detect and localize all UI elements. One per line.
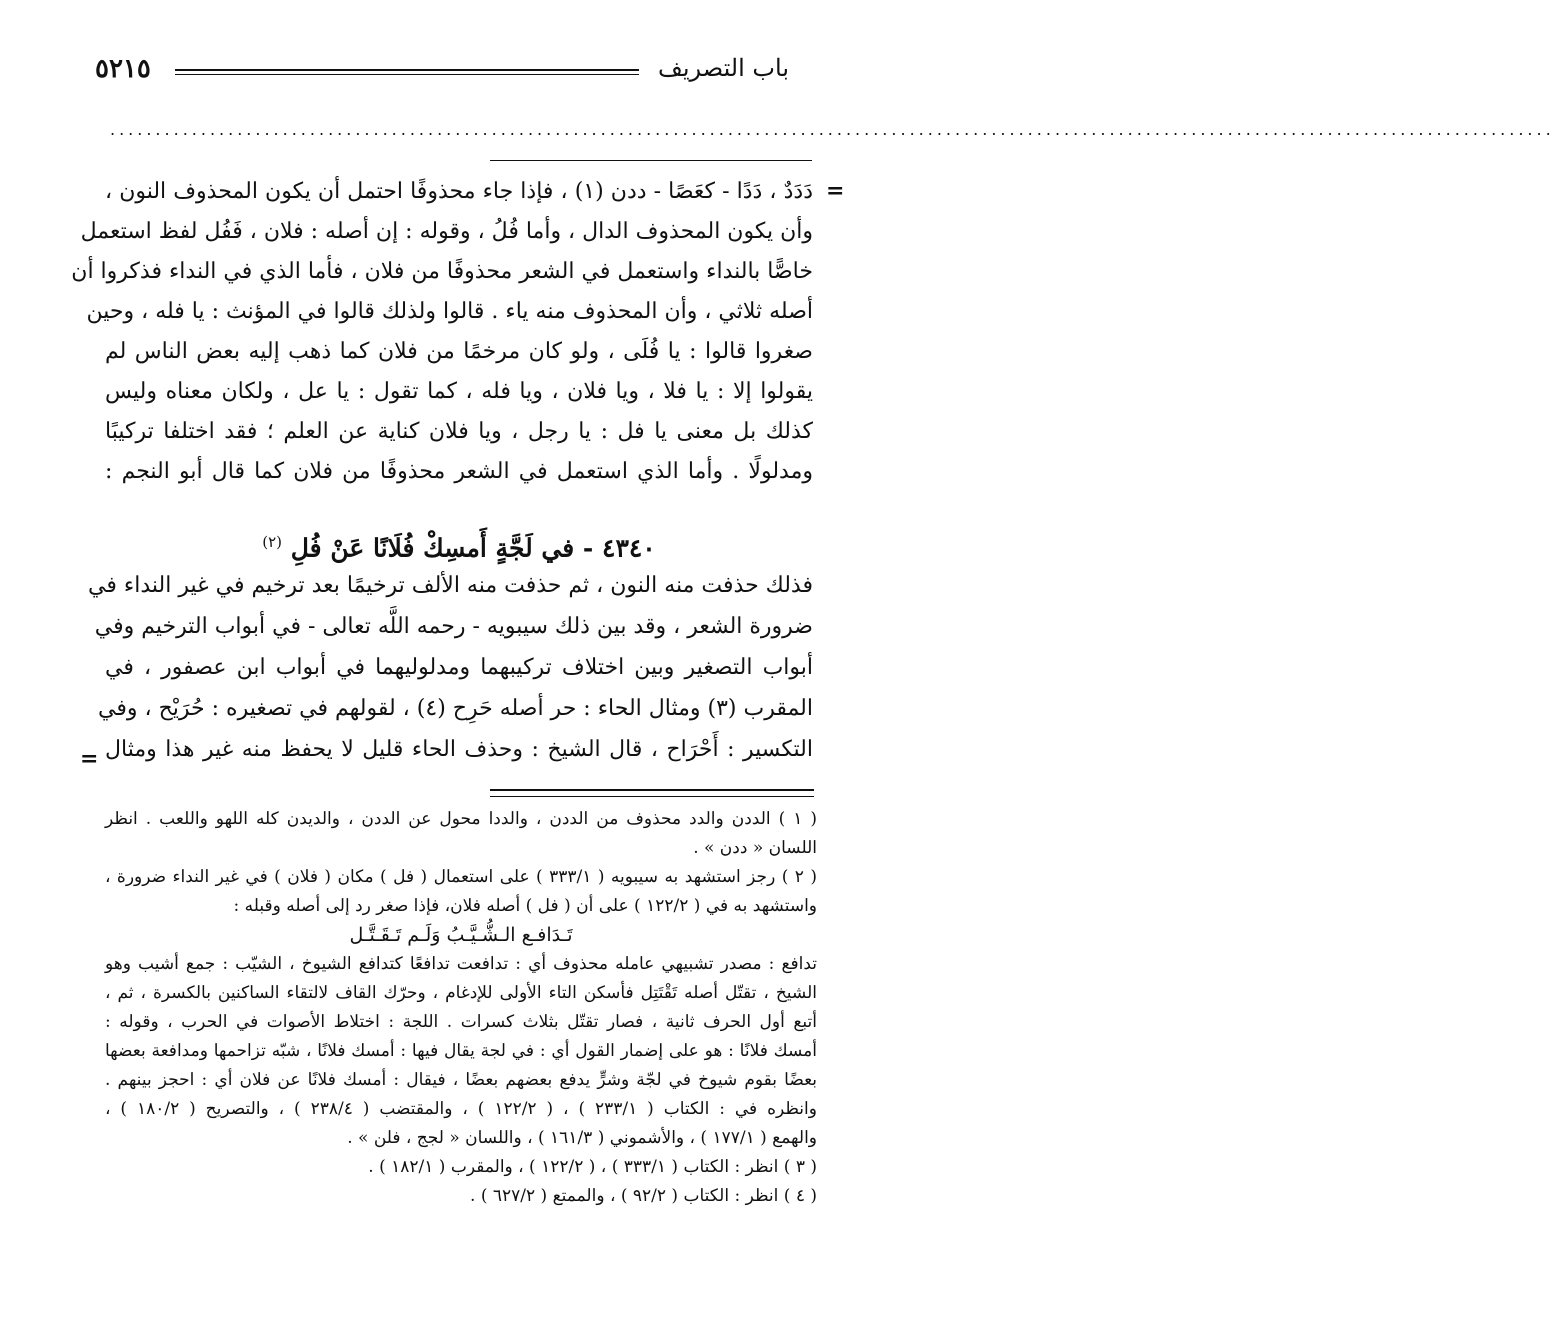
verse-line <box>105 522 813 568</box>
footnote-line: بعضًا بقوم شيوخ في لجّة وشرٍّ يدفع بعضهم بعضًا ، فيقال : أمسك فلانًا عن فلان أي : احجز بينهم . <box>105 1070 817 1090</box>
chapter-title: باب التصريف <box>657 54 789 82</box>
text-line: دَدَدٌ ، دَدًا - كعَصًا - ددن (١) ، فإذا جاء محذوفًا احتمل أن يكون المحذوف النون ، <box>105 179 813 204</box>
text-line: ضرورة الشعر ، وقد بين ذلك سيبويه - رحمه اللَّه تعالى - في أبواب الترخيم وفي <box>94 614 813 639</box>
header-rule-thin <box>175 74 639 75</box>
header-rule <box>175 69 639 71</box>
footnote-line: وانظره في : الكتاب ( ٢٣٣/١ ) ، ( ١٢٢/٢ ) ، والمقتضب ( ٢٣٨/٤ ) ، والتصريح ( ١٨٠/٢ ) ، <box>105 1099 817 1119</box>
footnote-rule <box>490 789 814 791</box>
footnote-line: ( ٣ ) انظر : الكتاب ( ٣٣٣/١ ) ، ( ١٢٢/٢ ) ، والمقرب ( ١٨٢/١ ) . <box>368 1157 817 1177</box>
footnote-line: واستشهد به في ( ١٢٢/٢ ) على أن ( فل ) أصله فلان، فإذا صغر رد إلى أصله وقبله : <box>233 896 817 916</box>
body-paragraph-2 <box>88 565 813 770</box>
text-line: صغروا قالوا : يا فُلَى ، ولو كان مرخمًا من فلان كما ذهب إليه بعض الناس لم <box>105 339 813 364</box>
page-number: ٥٢١٥ <box>95 54 151 84</box>
text-line: أبواب التصغير وبين اختلاف تركيبهما ومدلوليهما في أبواب ابن عصفور ، في <box>105 655 813 680</box>
continuation-mark-top: = <box>826 178 845 204</box>
footnote-line: والهمع ( ١٧٧/١ ) ، والأشموني ( ١٦١/٣ ) ، واللسان « لجج ، فلن » . <box>347 1128 817 1148</box>
body-paragraph <box>71 172 813 492</box>
page-header <box>95 52 789 92</box>
verse-footnote-ref: (٢) <box>262 533 283 551</box>
section-rule <box>490 160 812 161</box>
footnote-line: أمسك فلانًا : هو على إضمار القول أي : في لجة يقال فيها : أمسك فلانًا ، شبّه تزاحمها ومدافعة بعضها <box>105 1041 817 1061</box>
footnote-line: اللسان « ددن » . <box>693 838 817 858</box>
text-line: ومدلولًا . وأما الذي استعمل في الشعر محذوفًا من فلان كما قال أبو النجم : <box>105 459 813 484</box>
verse-text: في لَجَّةٍ أَمسِكْ فُلَانًا عَنْ فُلِ <box>290 533 575 563</box>
text-line: أصله ثلاثي ، وأن المحذوف منه ياء . قالوا ولذلك قالوا في المؤنث : يا فله ، وحين <box>86 299 813 324</box>
footnote-line: ( ٤ ) انظر : الكتاب ( ٩٢/٢ ) ، والممتع ( ٦٢٧/٢ ) . <box>470 1186 817 1206</box>
text-line: المقرب (٣) ومثال الحاء : حر أصله حَرِح (٤) ، لقولهم في تصغيره : حُرَيْح ، وفي <box>98 696 813 721</box>
dotted-separator: ............................................................................................................................................................... <box>110 120 1555 139</box>
text-line: فذلك حذفت منه النون ، ثم حذفت منه الألف ترخيمًا بعد ترخيم في غير النداء في <box>88 573 813 598</box>
text-line: وأن يكون المحذوف الدال ، وأما فُلُ ، وقوله : إن أصله : فلان ، فَفُل لفظ استعمل <box>80 219 813 244</box>
text-line: التكسير : أَحْرَاح ، قال الشيخ : وحذف الحاء قليل لا يحفظ منه غير هذا ومثال <box>105 737 813 762</box>
footnote-line: ( ٢ ) رجز استشهد به سيبويه ( ٣٣٣/١ ) على استعمال ( فل ) مكان ( فلان ) في غير النداء ضرورة ، <box>105 867 817 887</box>
footnote-line: الشيخ ، تقتّل أصله تَقْتَتِل فأسكن التاء الأولى للإدغام ، وحرّك القاف لالتقاء الساكنين بالكسرة ، ثم ، <box>105 983 817 1003</box>
text-line: خاصًّا بالنداء واستعمل في الشعر محذوفًا من فلان ، فأما الذي في النداء فذكروا أن <box>71 259 813 284</box>
footnote-line: تدافع : مصدر تشبيهي عامله محذوف أي : تدافعت تدافعًا كتدافع الشيوخ ، الشيّب : جمع أشيب وهو <box>105 954 817 974</box>
text-line: يقولوا إلا : يا فلا ، ويا فلان ، ويا فله ، كما تقول : يا عل ، ولكان معناه وليس <box>105 379 813 404</box>
footnote-verse: تَـدَافـع الـشُّـيَّـبُ وَلَـم تَـقَـتَّـل <box>349 924 573 946</box>
verse-number: ٤٣٤٠ - <box>582 533 656 563</box>
footnote-line: أتبع أول الحرف ثانية ، فصار تقتّل بثلاث كسرات . اللجة : اختلاط الأصوات في الحرب ، وقوله : <box>105 1012 817 1032</box>
footnote-rule-thin <box>490 796 814 797</box>
continuation-mark-bottom: = <box>80 746 99 772</box>
text-line: كذلك بل معنى يا فل : يا رجل ، ويا فلان كناية عن العلم ؛ فقد اختلفا تركيبًا <box>105 419 813 444</box>
footnote-line: ( ١ ) الددن والدد محذوف من الددن ، والددا محول عن الددن ، والديدن كله اللهو واللعب . انظر <box>105 809 818 829</box>
footnotes <box>105 805 817 1211</box>
